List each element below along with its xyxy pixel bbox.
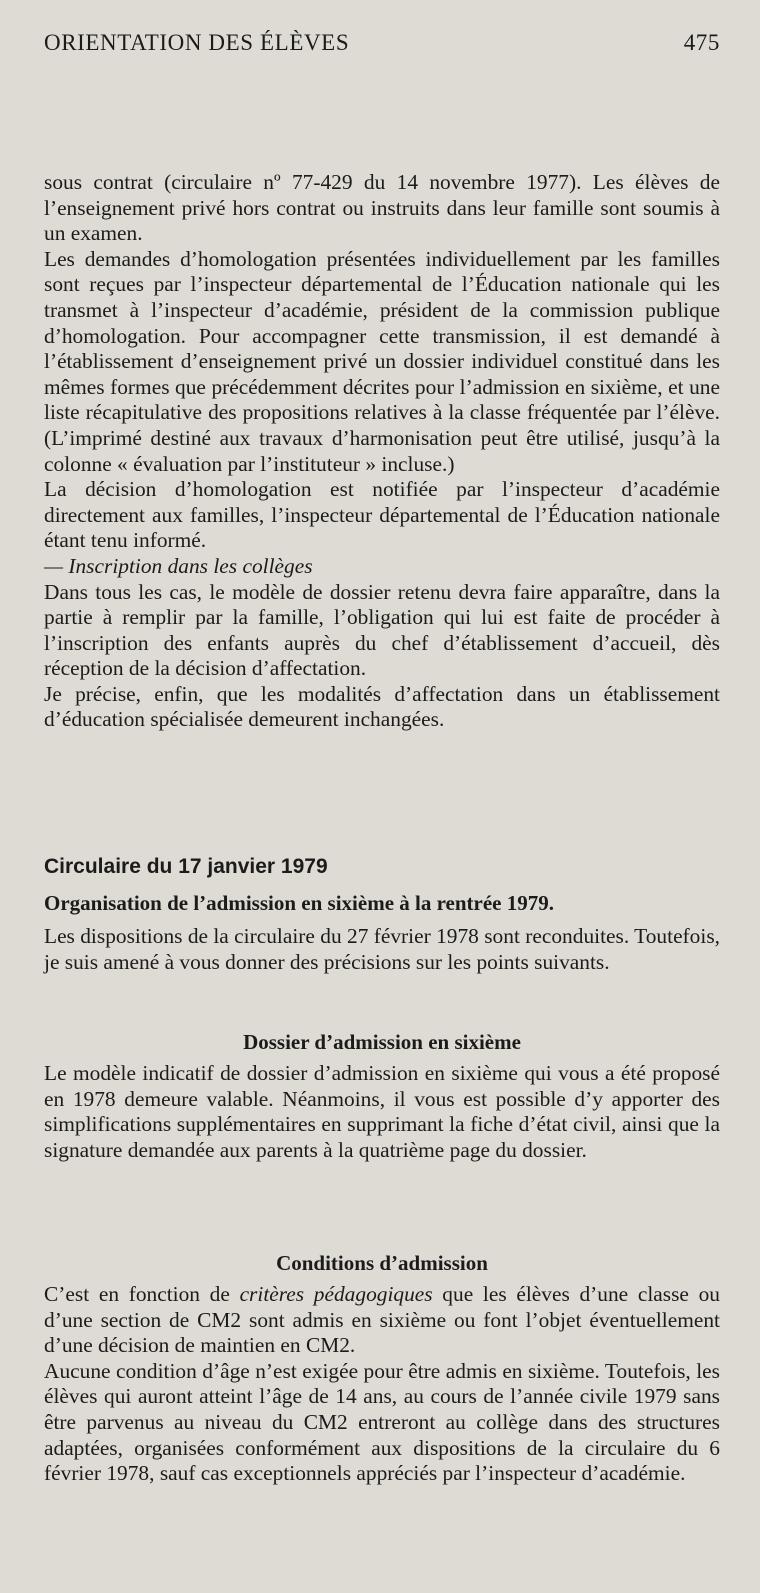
intro-paragraph-1: sous contrat (circulaire nº 77-429 du 14 novembre 1977). Les élèves de l’enseignement privé hors contrat ou instruits dans leur famille sont soumis à un examen.: [44, 170, 720, 246]
inscription-subheading-text: — Inscription dans les collèges: [44, 553, 313, 578]
intro-paragraph-3: La décision d’homologation est notifiée par l’inspecteur d’académie directement aux familles, l’inspecteur départemental de l’Éducation nationale étant tenu informé.: [44, 477, 720, 553]
circular-section: [44, 855, 720, 975]
circular-paragraph-1: Les dispositions de la circulaire du 27 février 1978 sont reconduites. Toutefois, je suis amené à vous donner des précisions sur les points suivants.: [44, 924, 720, 974]
dossier-section: [44, 1030, 720, 1163]
conditions-paragraph-2: Aucune condition d’âge n’est exigée pour être admis en sixième. Toutefois, les élèves qui auront atteint l’âge de 14 ans, au cours de l’année civile 1979 sans être parvenus au niveau du CM2 entreront au collège dans des structures adaptées, organisées conformément aux dispositions de la circulaire du 6 février 1978, sauf cas exceptionnels appréciés par l’inspecteur d’académie.: [44, 1358, 720, 1486]
intro-paragraph-5: Je précise, enfin, que les modalités d’affectation dans un établissement d’éducation spécialisée demeurent inchangées.: [44, 681, 720, 732]
running-title: ORIENTATION DES ÉLÈVES: [44, 30, 350, 55]
conditions-paragraph-1: [44, 1282, 720, 1359]
conditions-p1-italic: critères pédagogiques: [239, 1282, 433, 1306]
dossier-paragraph-1: Le modèle indicatif de dossier d’admission en sixième qui vous a été proposé en 1978 demeure valable. Néanmoins, il vous est possible d’y apporter des simplifications supplémentaires en supprimant la fiche d’état civil, ainsi que la signature demandée aux parents à la quatrième page du dossier.: [44, 1061, 720, 1162]
conditions-p1-start: C’est en fonction de: [44, 1282, 240, 1306]
page-number: 475: [683, 30, 720, 55]
intro-paragraph-2: Les demandes d’homologation présentées individuellement par les familles sont reçues par l’inspecteur départemental de l’Éducation nationale qui les transmet à l’inspecteur d’académie, président de la commission publique d’homologation. Pour accompagner cette transmission, il est demandé à l’établissement d’enseignement privé un dossier individuel constitué dans les mêmes formes que précédemment décrites pour l’admission en sixième, et une liste récapitulative des propositions relatives à la classe fréquentée par l’élève. (L’imprimé destiné aux travaux d’harmonisation peut être utilisé, jusqu’à la colonne « évaluation par l’instituteur » incluse.): [44, 246, 720, 476]
inscription-subheading: [44, 554, 720, 580]
circular-title: Circulaire du 17 janvier 1979: [44, 855, 328, 878]
dossier-heading: Dossier d’admission en sixième: [243, 1030, 521, 1054]
conditions-heading: Conditions d’admission: [276, 1251, 488, 1275]
conditions-section: [44, 1251, 720, 1487]
intro-paragraph-4: Dans tous les cas, le modèle de dossier retenu devra faire apparaître, dans la partie à remplir par la famille, l’obligation qui lui est faite de procéder à l’inscription des enfants auprès du chef d’établissement d’accueil, dès réception de la décision d’affectation.: [44, 579, 720, 681]
intro-section: [44, 170, 720, 733]
page-header: [44, 30, 720, 56]
circular-subject: Organisation de l’admission en sixième à la rentrée 1979.: [44, 891, 554, 915]
conditions-p1-end: que les élèves d’une classe ou d’une section de CM2 sont admis en sixième ou font l’objet éventuellement d’une décision de maintien en CM2.: [44, 1282, 720, 1358]
